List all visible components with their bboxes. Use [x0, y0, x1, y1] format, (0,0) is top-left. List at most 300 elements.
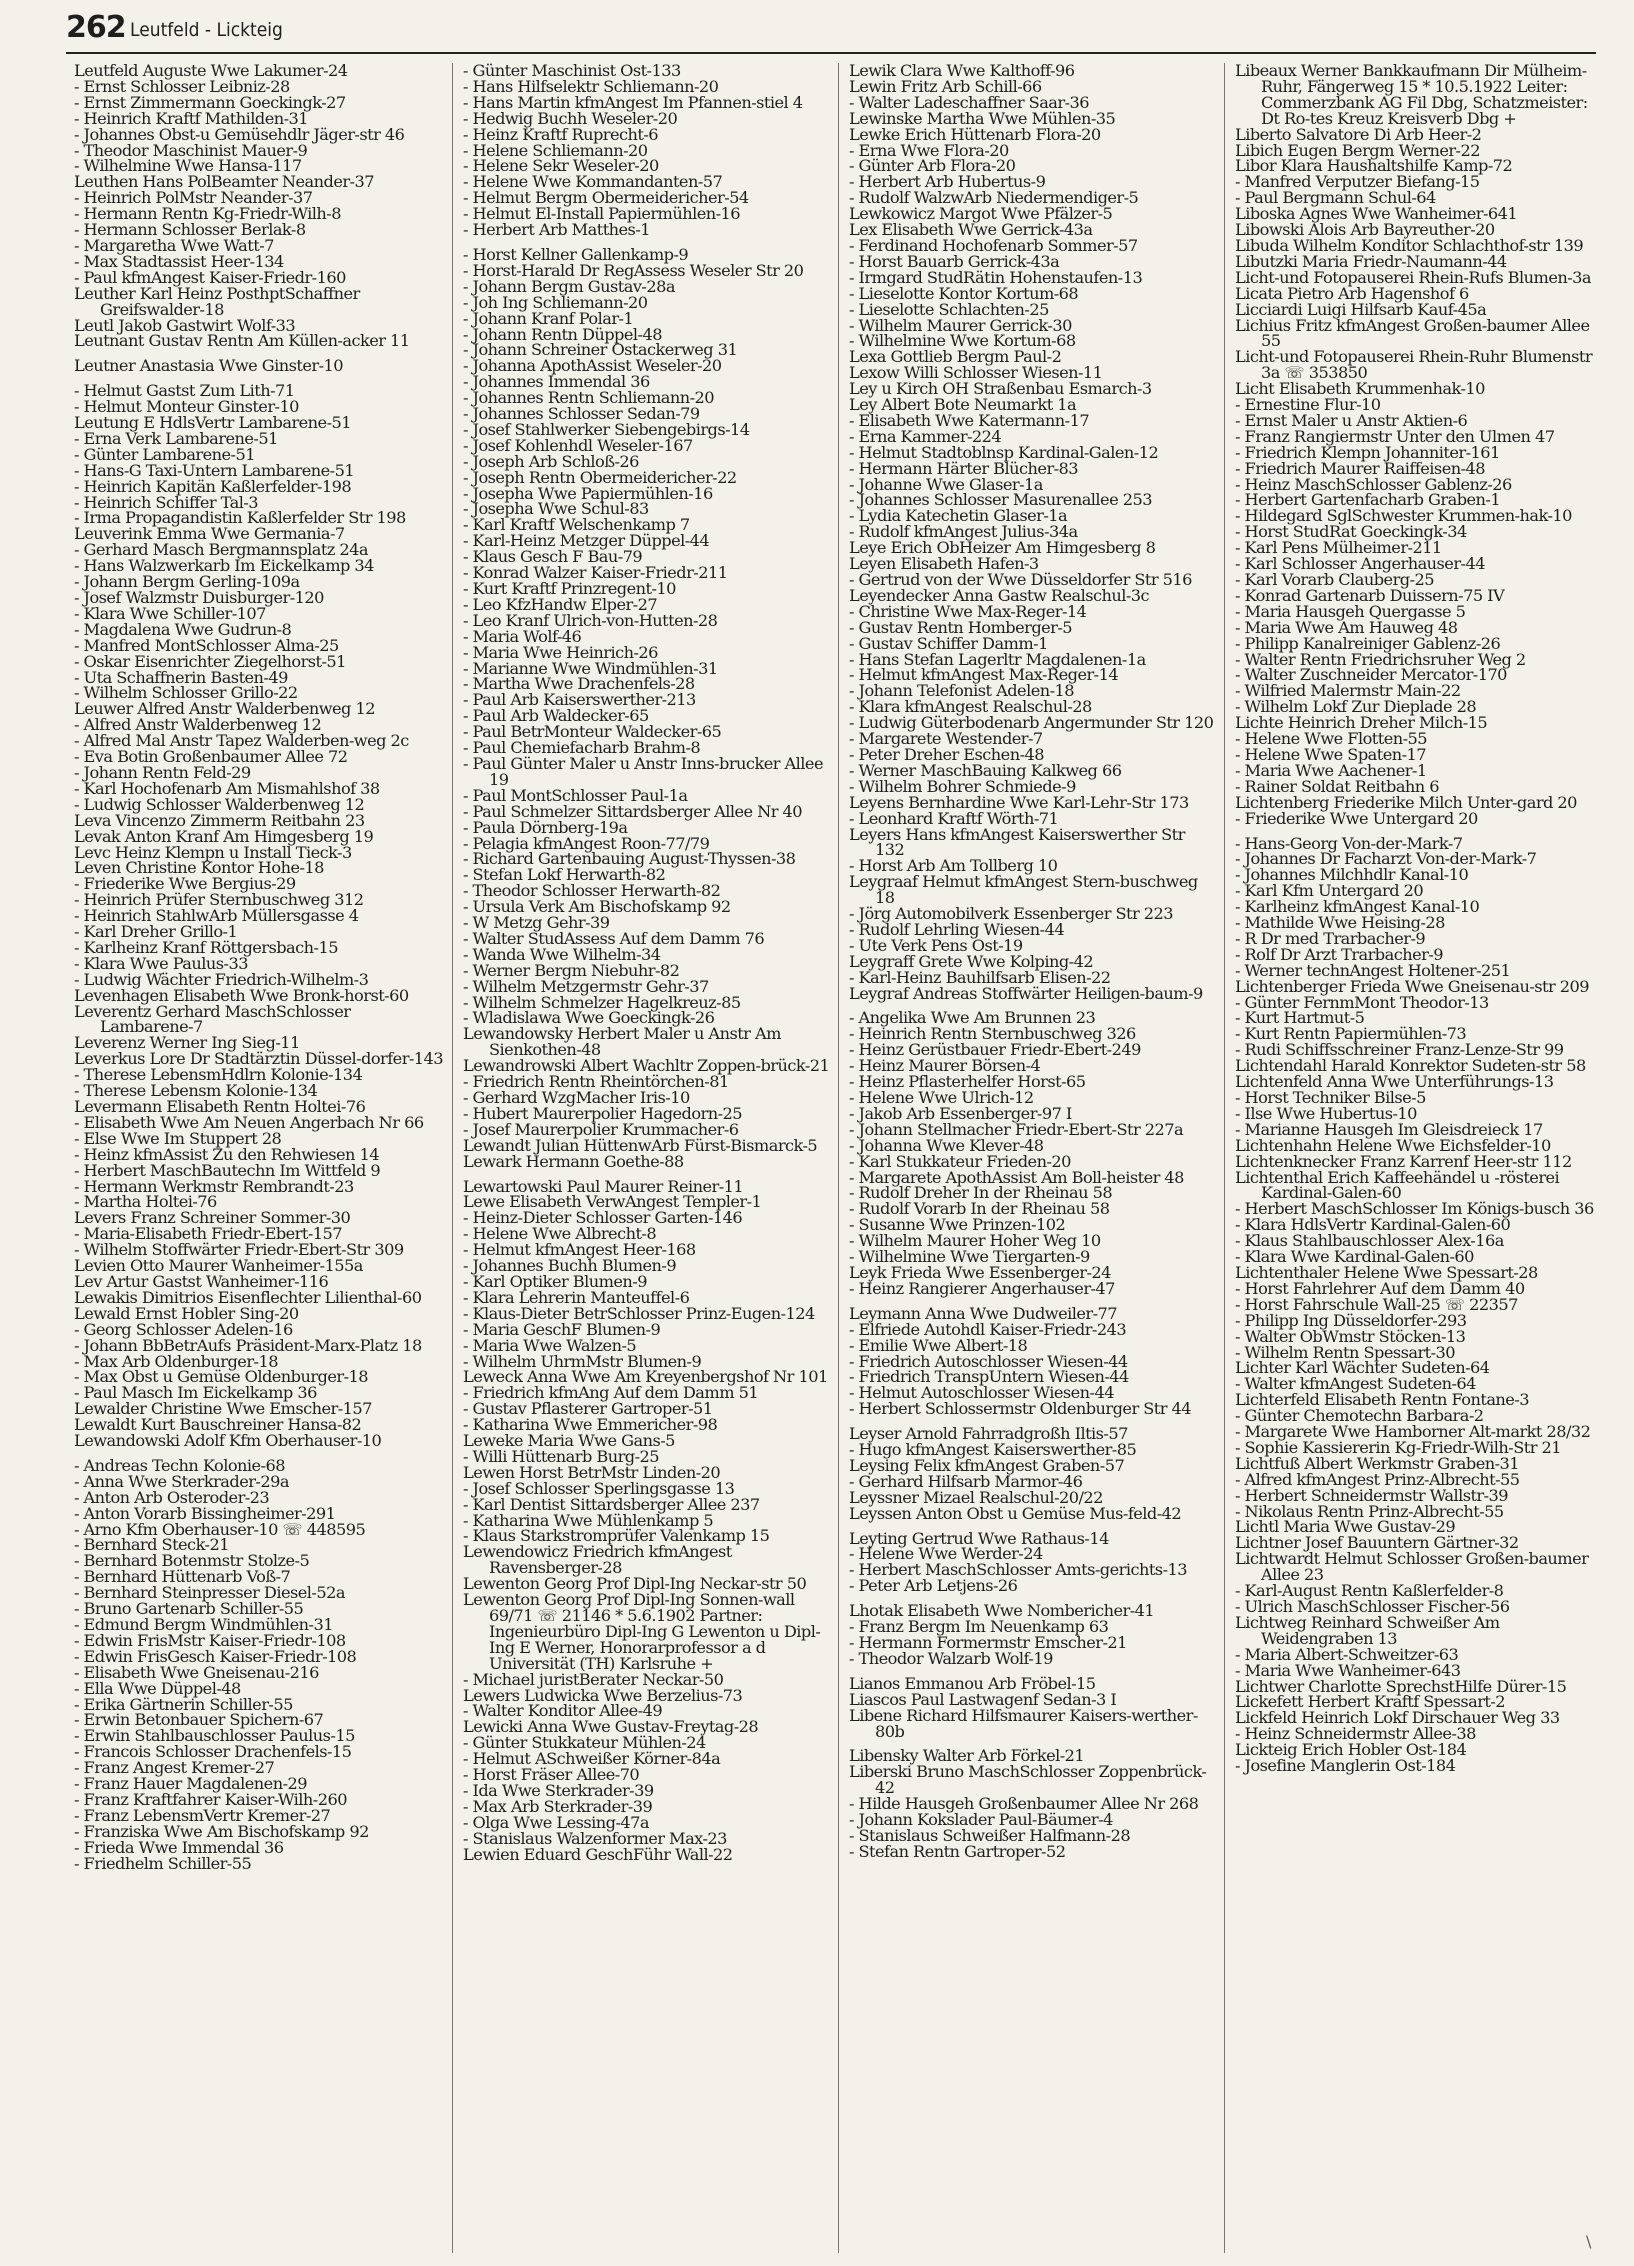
directory-entry: - Rolf Dr Arzt Trarbacher-9 — [1235, 944, 1443, 964]
directory-entry: Lewik Clara Wwe Kalthoff-96 — [849, 63, 1075, 80]
directory-entry: - Ernst Maler u Anstr Aktien-6 — [1235, 410, 1468, 430]
directory-entry: - Herbert MaschBautechn Im Wittfeld 9 — [74, 1160, 381, 1180]
directory-entry: - Horst-Harald Dr RegAssess Weseler Str 20 — [463, 260, 804, 280]
directory-entry: - Gustav Pflasterer Gartroper-51 — [463, 1399, 713, 1419]
directory-entry: Lewenton Georg Prof Dipl-Ing Neckar-str 50 — [463, 1574, 807, 1594]
directory-entry: - Heinz Maurer Börsen-4 — [849, 1056, 1041, 1076]
directory-entry: - Lieselotte Schlachten-25 — [849, 299, 1049, 319]
directory-entry: - Maria Wwe Aachener-1 — [1235, 760, 1427, 780]
directory-entry: - Günter FernmMont Theodor-13 — [1235, 992, 1489, 1012]
directory-entry: - Max Arb Oldenburger-18 — [74, 1351, 278, 1371]
directory-entry: - Johann Bergm Gerling-109a — [74, 572, 300, 592]
directory-entry: - Günter Stukkateur Mühlen-24 — [463, 1733, 706, 1753]
directory-entry: - Paul Chemiefacharb Brahm-8 — [463, 738, 701, 758]
directory-entry: - Josef Maurerpolier Krummacher-6 — [463, 1119, 739, 1139]
directory-entry: - Wilhelm Metzgermstr Gehr-37 — [463, 976, 709, 996]
directory-entry: Lichtenhahn Helene Wwe Eichsfelder-10 — [1235, 1135, 1551, 1155]
directory-entry: - Alfred kfmAngest Prinz-Albrecht-55 — [1235, 1469, 1520, 1489]
directory-entry: Lichtfuß Albert Werkmstr Graben-31 — [1235, 1453, 1520, 1473]
directory-entry: - Peter Dreher Eschen-48 — [849, 744, 1045, 764]
directory-entry: - Hermann Formermstr Emscher-21 — [849, 1633, 1127, 1652]
directory-entry: - Gustav Schiffer Damm-1 — [849, 633, 1048, 653]
directory-entry: - Manfred Verputzer Biefang-15 — [1235, 172, 1480, 192]
directory-entry: - Emilie Wwe Albert-18 — [849, 1335, 1028, 1355]
directory-entry: - Johann Kokslader Paul-Bäumer-4 — [849, 1810, 1113, 1830]
directory-entry: - Johanna Wwe Klever-48 — [849, 1135, 1044, 1155]
directory-entry: Licht Elisabeth Krummenhak-10 — [1235, 379, 1485, 399]
directory-entry: - Helene Sekr Weseler-20 — [463, 156, 659, 176]
directory-entry: - Heinrich Schiffer Tal-3 — [74, 492, 259, 512]
directory-entry: Lhotak Elisabeth Wwe Nombericher-41 — [849, 1601, 1155, 1621]
directory-entry: - Josepha Wwe Schul-83 — [463, 499, 649, 519]
directory-entry: Lewandt Julian HüttenwArb Fürst-Bismarck-5 — [463, 1135, 818, 1155]
directory-entry: - Franz Bergm Im Neuenkamp 63 — [849, 1617, 1109, 1637]
directory-entry: Leysing Felix kfmAngest Graben-57 — [849, 1455, 1125, 1475]
directory-entry: Libensky Walter Arb Förkel-21 — [849, 1746, 1085, 1766]
directory-entry: Lex Elisabeth Wwe Gerrick-43a — [849, 220, 1093, 240]
directory-entry: - Heinrich Prüfer Sternbuschweg 312 — [74, 890, 364, 910]
directory-entry: - Heinz kfmAssist Zu den Rehwiesen 14 — [74, 1144, 380, 1164]
directory-entry: - Rainer Soldat Reitbahn 6 — [1235, 776, 1440, 796]
directory-entry: Leygraf Andreas Stoffwärter Heiligen-baum-9 — [849, 983, 1203, 1003]
directory-entry: - Maria GeschF Blumen-9 — [463, 1319, 661, 1339]
directory-entry: Leyting Gertrud Wwe Rathaus-14 — [849, 1528, 1109, 1548]
directory-entry: Liberto Salvatore Di Arb Heer-2 — [1235, 124, 1482, 144]
directory-entry: Lewakis Dimitrios Eisenflechter Lilienthal-60 — [74, 1287, 422, 1307]
directory-entry: - Hans-G Taxi-Untern Lambarene-51 — [74, 460, 355, 480]
directory-entry: - Walter Ladeschaffner Saar-36 — [849, 92, 1090, 112]
corner-mark: \ — [1586, 2232, 1592, 2251]
directory-entry: - Johann Rentn Feld-29 — [74, 762, 251, 782]
directory-entry: Leyssner Mizael Realschul-20/22 — [849, 1487, 1103, 1507]
page-header — [66, 10, 1596, 50]
directory-entry: - Hildegard SglSchwester Krummen-hak-10 — [1235, 506, 1572, 526]
directory-entry: Lexa Gottlieb Bergm Paul-2 — [849, 347, 1062, 367]
directory-entry: - Josepha Wwe Papiermühlen-16 — [463, 483, 713, 503]
directory-entry: - Johanne Wwe Glaser-1a — [849, 474, 1043, 494]
directory-entry: - Wilhelm Maurer Gerrick-30 — [849, 315, 1072, 335]
directory-entry: - Gerhard WzgMacher Iris-10 — [463, 1088, 690, 1107]
directory-entry: - Heinrich Kraftf Mathilden-31 — [74, 108, 309, 128]
directory-entry: - Horst Techniker Bilse-5 — [1235, 1088, 1426, 1107]
directory-entry: Leuwer Alfred Anstr Walderbenweg 12 — [74, 699, 375, 719]
directory-entry: - Helene Wwe Albrecht-8 — [463, 1224, 657, 1244]
directory-entry: - Walter ObWmstr Stöcken-13 — [1235, 1326, 1466, 1346]
directory-entry: - Andreas Techn Kolonie-68 — [74, 1455, 285, 1475]
directory-entry: - Walter Konditor Allee-49 — [463, 1701, 663, 1721]
directory-entry: - Erna Kammer-224 — [849, 426, 1002, 446]
directory-entry: - Gerhard Hilfsarb Marmor-46 — [849, 1471, 1083, 1491]
directory-entry: - Kurt Kraftf Prinzregent-10 — [463, 579, 676, 598]
directory-entry: Leyssen Anton Obst u Gemüse Mus-feld-42 — [849, 1503, 1182, 1523]
directory-entry: - Georg Schlosser Adelen-16 — [74, 1319, 293, 1339]
directory-entry: Levermann Elisabeth Rentn Holtei-76 — [74, 1097, 366, 1116]
directory-entry: - Maria Wwe Am Hauweg 48 — [1235, 617, 1458, 637]
directory-entry: Lickefett Herbert Kraftf Spessart-2 — [1235, 1692, 1506, 1712]
directory-entry: - Paul Schmelzer Sittardsberger Allee Nr 40 — [463, 801, 803, 821]
directory-entry: - Walter StudAssess Auf dem Damm 76 — [463, 928, 765, 948]
directory-entry: - Manfred MontSchlosser Alma-25 — [74, 635, 339, 655]
directory-entry: - Josef Walzmstr Duisburger-120 — [74, 588, 324, 607]
directory-entry: - Johann Stellmacher Friedr-Ebert-Str 227a — [849, 1119, 1184, 1139]
directory-entry: - Bernhard Botenmstr Stolze-5 — [74, 1551, 310, 1571]
directory-entry: - Franz Hauer Magdalenen-29 — [74, 1774, 307, 1794]
directory-entry: - Ludwig Schlosser Walderbenweg 12 — [74, 794, 365, 814]
directory-entry: - Paul MontSchlosser Paul-1a — [463, 785, 688, 805]
directory-entry: - Herbert Schlossermstr Oldenburger Str 44 — [849, 1399, 1192, 1419]
directory-entry: Lewaldt Kurt Bauschreiner Hansa-82 — [74, 1415, 362, 1435]
directory-entry: Licht-und Fotopauserei Rhein-Ruhr Blumenstr 3a ☏ 353850 — [1235, 347, 1593, 383]
directory-entry: - Erna Verk Lambarene-51 — [74, 428, 278, 448]
directory-entry: - Hans Martin kfmAngest Im Pfannen-stiel 4 — [463, 92, 803, 112]
directory-entry: - Oskar Eisenrichter Ziegelhorst-51 — [74, 651, 346, 671]
directory-entry: - Stefan Rentn Gartroper-52 — [849, 1841, 1066, 1861]
directory-entry: Lexow Willi Schlosser Wiesen-11 — [849, 363, 1103, 383]
directory-entry: Lewald Ernst Hobler Sing-20 — [74, 1303, 299, 1323]
directory-entry: Lianos Emmanou Arb Fröbel-15 — [849, 1673, 1096, 1693]
directory-entry: Ley Albert Bote Neumarkt 1a — [849, 395, 1077, 415]
directory-entry: - Herbert MaschSchlosser Im Königs-busch 36 — [1235, 1199, 1594, 1219]
page-number: 262 — [66, 10, 126, 45]
directory-entry: Lichtenthal Erich Kaffeehändel u -rösterei Kardinal-Galen-60 — [1235, 1167, 1560, 1203]
directory-entry: - Johannes Immendal 36 — [463, 372, 650, 392]
directory-entry: - Martha Wwe Drachenfels-28 — [463, 674, 695, 694]
directory-entry: Lewartowski Paul Maurer Reiner-11 — [463, 1176, 744, 1196]
directory-entry: - Stanislaus Walzenformer Max-23 — [463, 1828, 727, 1848]
directory-entry: - Wilhelm Lokf Zur Dieplade 28 — [1235, 697, 1477, 717]
directory-entry: Lewalder Christine Wwe Emscher-157 — [74, 1399, 372, 1419]
directory-entry: - Ernst Schlosser Leibniz-28 — [74, 76, 290, 96]
directory-entry: - Klara kfmAngest Realschul-28 — [849, 697, 1092, 717]
directory-entry: Lichterfeld Elisabeth Rentn Fontane-3 — [1235, 1390, 1530, 1410]
directory-entry: Levien Otto Maurer Wanheimer-155a — [74, 1256, 363, 1276]
directory-entry: - Maria Wolf-46 — [463, 626, 582, 646]
directory-entry: Lewinske Martha Wwe Mühlen-35 — [849, 108, 1116, 128]
directory-entry: - Friedrich Klempn Johanniter-161 — [1235, 442, 1500, 462]
directory-entry: - Ida Wwe Sterkrader-39 — [463, 1780, 654, 1800]
directory-entry: - Peter Arb Letjens-26 — [849, 1576, 1018, 1596]
directory-entry: - Karl-Heinz Bauhilfsarb Elisen-22 — [849, 967, 1111, 987]
directory-entry: - Erika Gärtnerin Schiller-55 — [74, 1694, 293, 1714]
directory-entry: - Sophie Kassiererin Kg-Friedr-Wilh-Str 21 — [1235, 1437, 1561, 1457]
directory-entry: Libor Klara Haushaltshilfe Kamp-72 — [1235, 156, 1513, 176]
directory-entry: - Gerhard Masch Bergmannsplatz 24a — [74, 540, 369, 560]
directory-entry: - Elisabeth Wwe Gneisenau-216 — [74, 1662, 319, 1682]
directory-entry: - R Dr med Trarbacher-9 — [1235, 928, 1426, 948]
directory-entry: Libowski Alois Arb Bayreuther-20 — [1235, 220, 1495, 240]
directory-entry: - Karlheinz Kranf Röttgersbach-15 — [74, 937, 338, 957]
directory-entry: - W Metzg Gehr-39 — [463, 913, 610, 933]
column-2 — [452, 63, 831, 2253]
directory-entry: - Paul Masch Im Eickelkamp 36 — [74, 1383, 317, 1403]
directory-entry: - Helene Wwe Spaten-17 — [1235, 744, 1427, 764]
directory-entry: - Erwin Betonbauer Spichern-67 — [74, 1710, 324, 1730]
directory-entry: - Hubert Maurerpolier Hagedorn-25 — [463, 1103, 743, 1123]
directory-entry: - Paul Arb Waldecker-65 — [463, 706, 649, 726]
directory-entry: - Bernhard Hüttenarb Voß-7 — [74, 1567, 291, 1587]
directory-entry: Leutfeld Auguste Wwe Lakumer-24 — [74, 63, 348, 80]
directory-entry: - Jakob Arb Essenberger-97 I — [849, 1103, 1072, 1123]
directory-entry: Lewkowicz Margot Wwe Pfälzer-5 — [849, 204, 1113, 224]
directory-entry: Lewicki Anna Wwe Gustav-Freytag-28 — [463, 1717, 759, 1737]
directory-entry: Libich Eugen Bergm Werner-22 — [1235, 140, 1480, 160]
directory-entry: - Herbert Arb Hubertus-9 — [849, 172, 1046, 192]
directory-entry: - Karl Stukkateur Frieden-20 — [849, 1151, 1071, 1171]
directory-entry: Liascos Paul Lastwagenf Sedan-3 I — [849, 1689, 1117, 1709]
directory-entry: Leven Christine Kontor Hohe-18 — [74, 858, 324, 878]
directory-entry: Lewen Horst BetrMstr Linden-20 — [463, 1462, 721, 1482]
directory-entry: - Gertrud von der Wwe Düsseldorfer Str 516 — [849, 570, 1192, 589]
directory-entry: - Rudolf kfmAngest Julius-34a — [849, 522, 1078, 542]
directory-entry: - Michael juristBerater Neckar-50 — [463, 1669, 724, 1689]
directory-entry: - Johann Kranf Polar-1 — [463, 308, 634, 328]
directory-entry: - Karl-August Rentn Kaßlerfelder-8 — [1235, 1581, 1504, 1601]
directory-entry: Lewandowsky Herbert Maler u Anstr Am Sienkothen-48 — [463, 1024, 781, 1060]
directory-entry: - Marianne Wwe Windmühlen-31 — [463, 658, 718, 678]
directory-entry: - Günter Maschinist Ost-133 — [463, 63, 681, 80]
directory-entry: - Lieselotte Kontor Kortum-68 — [849, 283, 1079, 303]
directory-entry: - Johann Rentn Düppel-48 — [463, 324, 662, 344]
directory-entry: - Karl Kfm Untergard 20 — [1235, 881, 1424, 901]
directory-entry: - Wilhelm Schlosser Grillo-22 — [74, 683, 298, 703]
directory-entry: - Hermann Werkmstr Rembrandt-23 — [74, 1176, 354, 1196]
directory-entry: Licciardi Luigi Hilfsarb Kauf-45a — [1235, 299, 1487, 319]
directory-entry: - Helmut Autoschlosser Wiesen-44 — [849, 1383, 1114, 1403]
directory-entry: - Friederike Wwe Bergius-29 — [74, 874, 296, 894]
directory-entry: Lewendowicz Friedrich kfmAngest Ravensberger-28 — [463, 1542, 732, 1578]
directory-entry: - Joseph Arb Schloß-26 — [463, 451, 639, 471]
directory-entry: Leweke Maria Wwe Gans-5 — [463, 1431, 675, 1451]
directory-entry: - Karl Kraftf Welschenkamp 7 — [463, 515, 690, 535]
directory-entry: - Theodor Schlosser Herwarth-82 — [463, 881, 721, 901]
directory-entry: - Paula Dörnberg-19a — [463, 817, 628, 837]
directory-entry: - Ute Verk Pens Ost-19 — [849, 935, 1023, 955]
directory-entry: - Maria Albert-Schweitzer-63 — [1235, 1644, 1459, 1664]
directory-entry: Leva Vincenzo Zimmerm Reitbahn 23 — [74, 810, 365, 830]
directory-entry: - Kurt Rentn Papiermühlen-73 — [1235, 1024, 1467, 1044]
directory-entry: - Olga Wwe Lessing-47a — [463, 1812, 649, 1832]
directory-entry: - Herbert Gartenfacharb Graben-1 — [1235, 490, 1501, 510]
directory-entry: - Johannes Schlosser Masurenallee 253 — [849, 490, 1152, 510]
directory-entry: - Maria-Elisabeth Friedr-Ebert-157 — [74, 1224, 342, 1244]
column-3 — [838, 63, 1217, 2253]
directory-entry: - Wilhelm Rentn Spessart-30 — [1235, 1342, 1456, 1362]
directory-entry: - Walter Zuschneider Mercator-170 — [1235, 665, 1507, 685]
directory-entry: Lichtwardt Helmut Schlosser Großen-baumer Allee 23 — [1235, 1549, 1589, 1585]
directory-entry: - Angelika Wwe Am Brunnen 23 — [849, 1008, 1096, 1028]
directory-entry: - Paul Arb Kaiserswerther-213 — [463, 690, 696, 710]
directory-entry: Leutl Jakob Gastwirt Wolf-33 — [74, 315, 296, 335]
directory-entry: Lichtenknecker Franz Karrenf Heer-str 112 — [1235, 1151, 1572, 1171]
directory-entry: - Irma Propagandistin Kaßlerfelder Str 198 — [74, 508, 406, 528]
directory-entry: - Ilse Wwe Hubertus-10 — [1235, 1103, 1417, 1123]
directory-entry: - Herbert MaschSchlosser Amts-gerichts-13 — [849, 1560, 1187, 1580]
directory-entry: Leyser Arnold Fahrradgroßh Iltis-57 — [849, 1424, 1128, 1444]
directory-entry: - Ursula Verk Am Bischofskamp 92 — [463, 897, 731, 917]
directory-entry: - Elisabeth Wwe Am Neuen Angerbach Nr 66 — [74, 1112, 424, 1132]
directory-entry: Leyers Hans kfmAngest Kaiserswerther Str 132 — [849, 824, 1185, 860]
directory-entry: - Karlheinz kfmAngest Kanal-10 — [1235, 897, 1480, 917]
directory-entry: - Margaretha Wwe Watt-7 — [74, 235, 274, 255]
directory-entry: - Nikolaus Rentn Prinz-Albrecht-55 — [1235, 1501, 1504, 1521]
directory-entry: - Alfred Mal Anstr Tapez Walderben-weg 2c — [74, 731, 409, 751]
directory-entry: - Friederike Wwe Untergard 20 — [1235, 808, 1478, 828]
directory-entry: - Walter Rentn Friedrichsruher Weg 2 — [1235, 649, 1526, 669]
directory-entry: - Friedrich Autoschlosser Wiesen-44 — [849, 1351, 1128, 1371]
directory-entry: - Helene Wwe Ulrich-12 — [849, 1088, 1034, 1107]
directory-entry: - Friedhelm Schiller-55 — [74, 1853, 252, 1873]
directory-entry: - Johann Telefonist Adelen-18 — [849, 681, 1075, 701]
directory-entry: - Philipp Ing Düsseldorfer-293 — [1235, 1310, 1467, 1330]
directory-entry: - Hans-Georg Von-der-Mark-7 — [1235, 833, 1463, 853]
directory-entry: Leyendecker Anna Gastw Realschul-3c — [849, 585, 1150, 605]
directory-entry: - Elisabeth Wwe Katermann-17 — [849, 410, 1090, 430]
directory-entry: Lewandowski Adolf Kfm Oberhauser-10 — [74, 1431, 382, 1451]
directory-entry: - Margarete Westender-7 — [849, 729, 1043, 749]
directory-entry: - Walter kfmAngest Sudeten-64 — [1235, 1374, 1476, 1394]
directory-entry: - Edwin FrisGesch Kaiser-Friedr-108 — [74, 1646, 357, 1666]
directory-entry: - Werner technAngest Holtener-251 — [1235, 960, 1511, 980]
directory-entry: - Hugo kfmAngest Kaiserswerther-85 — [849, 1440, 1137, 1460]
directory-entry: - Rudolf Dreher In der Rheinau 58 — [849, 1183, 1113, 1203]
directory-entry: - Klaus Gesch F Bau-79 — [463, 547, 643, 567]
directory-entry: - Josef Schlosser Sperlingsgasse 13 — [463, 1478, 735, 1498]
directory-entry: - Werner Bergm Niebuhr-82 — [463, 960, 680, 980]
directory-entry: - Heinrich PolMstr Neander-37 — [74, 188, 313, 208]
directory-entry: - Friedrich Rentn Rheintörchen-81 — [463, 1072, 729, 1092]
directory-entry: - Wilhelm Stoffwärter Friedr-Ebert-Str 309 — [74, 1240, 404, 1260]
directory-entry: - Klaus Stahlbauschlosser Alex-16a — [1235, 1231, 1504, 1251]
directory-entry: - Marianne Hausgeh Im Gleisdreieck 17 — [1235, 1119, 1543, 1139]
directory-entry: - Philipp Kanalreiniger Gablenz-26 — [1235, 633, 1501, 653]
directory-entry: - Johannes Dr Facharzt Von-der-Mark-7 — [1235, 849, 1537, 869]
directory-entry: - Hermann Schlosser Berlak-8 — [74, 220, 306, 240]
directory-entry: - Maria Wwe Heinrich-26 — [463, 642, 658, 662]
directory-entry: - Johanna ApothAssist Weseler-20 — [463, 356, 722, 376]
directory-entry: - Kurt Hartmut-5 — [1235, 1008, 1365, 1028]
directory-entry: - Katharina Wwe Emmericher-98 — [463, 1415, 718, 1435]
directory-entry: - Werner MaschBauing Kalkweg 66 — [849, 760, 1122, 780]
directory-entry: - Ernst Zimmermann Goeckingk-27 — [74, 92, 346, 112]
directory-entry: - Herbert Schneidermstr Wallstr-39 — [1235, 1485, 1509, 1505]
directory-entry: - Heinz Gerüstbauer Friedr-Ebert-249 — [849, 1040, 1141, 1060]
column-4 — [1224, 63, 1603, 2253]
directory-entry: Lichtner Josef Bauuntern Gärtner-32 — [1235, 1533, 1519, 1553]
directory-entry: - Hans Walzwerkarb Im Eickelkamp 34 — [74, 556, 374, 576]
directory-entry: - Hedwig Buchh Weseler-20 — [463, 108, 678, 128]
directory-entry: - Johann BbBetrAufs Präsident-Marx-Platz 18 — [74, 1335, 422, 1355]
directory-entry: - Johannes Rentn Schliemann-20 — [463, 388, 715, 408]
directory-entry: - Klara Lehrerin Manteuffel-6 — [463, 1287, 690, 1307]
directory-entry: - Hans Hilfselektr Schliemann-20 — [463, 76, 719, 96]
directory-entry: - Johannes Buchh Blumen-9 — [463, 1256, 677, 1276]
directory-entry: - Franziska Wwe Am Bischofskamp 92 — [74, 1821, 369, 1841]
directory-entry: Lichtweg Reinhard Schweißer Am Weidengraben 13 — [1235, 1612, 1500, 1648]
directory-entry: - Joseph Rentn Obermeidericher-22 — [463, 467, 737, 487]
directory-entry: Liboska Agnes Wwe Wanheimer-641 — [1235, 204, 1518, 224]
directory-entry: - Helmut El-Install Papiermühlen-16 — [463, 204, 741, 224]
directory-entry: Lewke Erich Hüttenarb Flora-20 — [849, 124, 1101, 144]
directory-entry: Lichtenthaler Helene Wwe Spessart-28 — [1235, 1262, 1538, 1282]
directory-entry: - Günter Lambarene-51 — [74, 444, 255, 464]
directory-entry: - Horst Fahrschule Wall-25 ☏ 22357 — [1235, 1294, 1518, 1314]
directory-entry: - Lydia Katechetin Glaser-1a — [849, 506, 1068, 526]
directory-entry: - Karl Schlosser Angerhauser-44 — [1235, 554, 1485, 574]
directory-entry: - Frieda Wwe Immendal 36 — [74, 1837, 284, 1857]
directory-entry: - Wilhelm UhrmMstr Blumen-9 — [463, 1351, 702, 1371]
directory-entry: Leyens Bernhardine Wwe Karl-Lehr-Str 173 — [849, 792, 1189, 812]
directory-entry: - Margarete Wwe Hamborner Alt-markt 28/32 — [1235, 1422, 1591, 1442]
directory-entry: - Christine Wwe Max-Reger-14 — [849, 601, 1087, 621]
directory-entry: - Wilhelm Maurer Hoher Weg 10 — [849, 1231, 1101, 1251]
directory-entry: - Bruno Gartenarb Schiller-55 — [74, 1599, 304, 1619]
directory-entry: - Günter Chemotechn Barbara-2 — [1235, 1406, 1484, 1426]
directory-entry: - Eva Botin Großenbaumer Allee 72 — [74, 747, 348, 767]
directory-entry: Libene Richard Hilfsmaurer Kaisers-werther-80b — [849, 1705, 1198, 1741]
directory-entry: - Alfred Anstr Walderbenweg 12 — [74, 715, 322, 735]
directory-entry: Liberski Bruno MaschSchlosser Zoppenbrück-42 — [849, 1762, 1207, 1798]
directory-entry: - Heinz Rangierer Angerhauser-47 — [849, 1278, 1115, 1298]
directory-entry: - Willi Hüttenarb Burg-25 — [463, 1446, 660, 1466]
directory-entry: - Katharina Wwe Mühlenkamp 5 — [463, 1510, 714, 1530]
directory-entry: - Wanda Wwe Wilhelm-34 — [463, 944, 661, 964]
directory-entry: - Irmgard StudRätin Hohenstaufen-13 — [849, 267, 1143, 287]
directory-entry: - Klara Wwe Kardinal-Galen-60 — [1235, 1247, 1474, 1267]
directory-entry: Leuverink Emma Wwe Germania-7 — [74, 524, 345, 544]
directory-entry: Leweck Anna Wwe Am Kreyenbergshof Nr 101 — [463, 1367, 828, 1387]
directory-entry: Lichius Fritz kfmAngest Großen-baumer Allee 55 — [1235, 315, 1590, 351]
directory-entry: - Helmut kfmAngest Max-Reger-14 — [849, 665, 1119, 685]
directory-entry: - Horst Arb Am Tollberg 10 — [849, 856, 1058, 876]
directory-entry: - Erwin Stahlbauschlosser Paulus-15 — [74, 1726, 355, 1746]
directory-entry: - Therese Lebensm Kolonie-134 — [74, 1081, 318, 1101]
directory-entry: - Horst Fahrlehrer Auf dem Damm 40 — [1235, 1278, 1525, 1298]
directory-entry: - Francois Schlosser Drachenfels-15 — [74, 1742, 352, 1762]
directory-entry: - Ludwig Wächter Friedrich-Wilhelm-3 — [74, 969, 369, 989]
directory-entry: - Mathilde Wwe Heising-28 — [1235, 913, 1445, 933]
directory-entry: - Heinz-Dieter Schlosser Garten-146 — [463, 1208, 743, 1228]
directory-entry: - Hilde Hausgeh Großenbaumer Allee Nr 268 — [849, 1794, 1199, 1814]
directory-entry: - Paul Günter Maler u Anstr Inns-brucker Allee 19 — [463, 753, 823, 789]
directory-entry: - Maria Wwe Walzen-5 — [463, 1335, 637, 1355]
directory-entry: Libutzki Maria Friedr-Naumann-44 — [1235, 251, 1507, 271]
directory-entry: - Rudolf WalzwArb Niedermendiger-5 — [849, 188, 1139, 208]
directory-entry: Leverenz Werner Ing Sieg-11 — [74, 1033, 300, 1053]
directory-entry: Libuda Wilhelm Konditor Schlachthof-str 139 — [1235, 235, 1584, 255]
directory-entry: - Karl Optiker Blumen-9 — [463, 1271, 647, 1291]
directory-entry: Ley u Kirch OH Straßenbau Esmarch-3 — [849, 379, 1152, 399]
directory-entry: - Horst Kellner Gallenkamp-9 — [463, 244, 689, 264]
directory-entry: - Wilhelm Bohrer Schmiede-9 — [849, 776, 1076, 796]
directory-entry: - Leo KfzHandw Elper-27 — [463, 594, 658, 614]
directory-entry: - Arno Kfm Oberhauser-10 ☏ 448595 — [74, 1519, 366, 1539]
directory-entry: Lichtenberg Friederike Milch Unter-gard 20 — [1235, 792, 1577, 812]
directory-entry: Lewark Hermann Goethe-88 — [463, 1151, 684, 1171]
directory-entry: Leuthen Hans PolBeamter Neander-37 — [74, 172, 374, 192]
directory-entry: - Ella Wwe Düppel-48 — [74, 1678, 241, 1698]
directory-entry: Levers Franz Schreiner Sommer-30 — [74, 1208, 351, 1228]
directory-entry: - Ernestine Flur-10 — [1235, 395, 1381, 415]
directory-entry: Lichte Heinrich Dreher Milch-15 — [1235, 713, 1488, 733]
directory-entry: - Johannes Schlosser Sedan-79 — [463, 404, 700, 424]
directory-entry: Leygraaf Helmut kfmAngest Stern-buschweg 18 — [849, 872, 1198, 908]
directory-entry: - Ferdinand Hochofenarb Sommer-57 — [849, 235, 1138, 255]
directory-entry: - Heinz MaschSchlosser Gablenz-26 — [1235, 474, 1512, 494]
directory-entry: - Theodor Walzarb Wolf-19 — [849, 1648, 1053, 1668]
directory-entry: - Max Arb Sterkrader-39 — [463, 1796, 653, 1816]
directory-entry: - Max Obst u Gemüse Oldenburger-18 — [74, 1367, 368, 1387]
directory-entry: - Heinz Kraftf Ruprecht-6 — [463, 124, 659, 144]
